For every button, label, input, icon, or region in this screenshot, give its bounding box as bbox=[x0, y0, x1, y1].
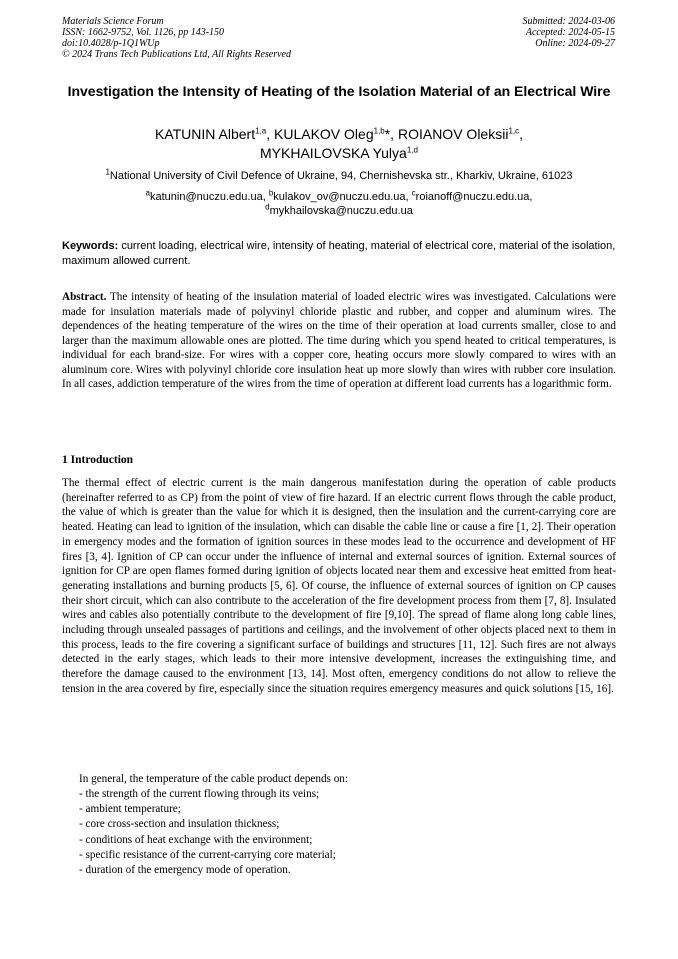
section-heading: 1 Introduction bbox=[62, 454, 134, 466]
email-link[interactable]: $^b$kulakov_ov@nuczu.edu.ua bbox=[268, 188, 406, 203]
affiliation: $^1$National University of Civil Defence of Ukraine, 94, Chernishevska str., Kharkiv, Ukraine, 61023 bbox=[105, 167, 573, 182]
author: MYKHAILOVSKA Yulya$^{1,d}$ bbox=[260, 145, 418, 161]
paper-title: Investigation the Intensity of Heating of the Isolation Material of an Electrical Wire bbox=[67, 83, 611, 99]
intro-paragraph: The thermal effect of electric current is the main dangerous manifestation during the operation of cable products (hereinafter referred to as CP) from the point of view of fire hazard. If an electric current flows through the cable product, the value of which is greater than the value for which it is designed, then the insulation and the current-carrying core are heated. Heating can lead to ignition of the insulation, which can disable the cable line or cause a fire [1, 2]. Their operation in emergency modes and the formation of ignition sources in these modes lead to the occurrence and development of HF fires [3, 4]. Ignition of CP can occur under the influence of internal and external sources of ignition. External sources of ignition for CP are open flames formed during ignition of objects located near them and excessive heat emitted from heat-generating installations and burning products [5, 6]. Of course, the influence of external sources of ignition on CP causes their short circuit, which can also contribute to the acceleration of the fire development process from them [7, 8]. Insulated wires and cables also potentially contribute to the development of fire [9,10]. The spread of flame along long cable lines, including through unsealed passages of partitions and ceilings, and the involvement of other objects placed next to them in this process, leads to the fire covering a significant surface of buildings and structures [11, 12]. Such fires are not always detected in the early stages, which leads to their more intensive development, increases the extinguishing time, and therefore the damage caused to the environment [13, 14]. Most often, emergency conditions do not allow to relieve the tension in the area covered by fire, especially since the situation requires emergency measures and quick solutions [15, 16]. bbox=[62, 477, 616, 695]
online-date: Online: 2024-09-27 bbox=[535, 38, 615, 49]
abstract bbox=[62, 290, 616, 392]
abstract-label: Abstract. bbox=[62, 291, 107, 303]
keywords bbox=[62, 239, 616, 268]
list-item: - duration of the emergency mode of operation. bbox=[79, 864, 291, 877]
journal-doi: doi:10.4028/p-1Q1WUp bbox=[62, 38, 160, 49]
list-item: - core cross-section and insulation thickness; bbox=[79, 818, 280, 831]
email-list: $^a$katunin@nuczu.edu.ua, $^b$kulakov_ov@nuczu.edu.ua, $^c$roianoff@nuczu.edu.ua, $^d$mykhailovska@nuczu.edu.ua bbox=[145, 188, 533, 217]
factor-list bbox=[79, 787, 336, 878]
copyright: © 2024 Trans Tech Publications Ltd, All Rights Reserved bbox=[62, 49, 291, 60]
journal-info bbox=[62, 16, 291, 60]
submitted-date: Submitted: 2024-03-06 bbox=[522, 16, 615, 27]
email-link[interactable]: $^d$mykhailovska@nuczu.edu.ua bbox=[265, 202, 413, 217]
email-link[interactable]: $^c$roianoff@nuczu.edu.ua bbox=[411, 188, 530, 203]
keywords-text: current loading, electrical wire, intensity of heating, material of electrical core, material of the isolation, maximum allowed current. bbox=[62, 240, 616, 267]
journal-name: Materials Science Forum bbox=[62, 16, 164, 27]
publication-dates bbox=[523, 16, 616, 49]
email-link[interactable]: $^a$katunin@nuczu.edu.ua bbox=[145, 188, 263, 203]
list-item: - conditions of heat exchange with the environment; bbox=[79, 833, 313, 846]
author: KULAKOV Oleg$^{1,b}$*, bbox=[274, 126, 398, 142]
author: KATUNIN Albert$^{1,a}$, bbox=[154, 126, 274, 142]
list-item: - specific resistance of the current-carrying core material; bbox=[79, 848, 336, 861]
list-item: - the strength of the current flowing through its veins; bbox=[79, 788, 320, 800]
intro-paragraph-2: In general, the temperature of the cable product depends on: bbox=[79, 773, 349, 785]
keywords-label: Keywords: bbox=[62, 240, 119, 252]
accepted-date: Accepted: 2024-05-15 bbox=[525, 27, 615, 38]
author-list bbox=[62, 125, 616, 163]
journal-issn: ISSN: 1662-9752, Vol. 1126, pp 143-150 bbox=[62, 27, 225, 38]
abstract-text: The intensity of heating of the insulation material of loaded electric wires was investigated. Calculations were made for insulation materials made of polyvinyl chloride plastic and rubber, and copper and aluminum wires. The dependences of the heating temperature of the wires on the time of their operation at load currents smaller, close to and larger than the maximum allowable ones are plotted. The time during which you spend heated to critical temperatures, is individual for each brand-size. For wires with a copper core, heating occurs more slowly compared to wires with an aluminum core. Wires with polyvinyl chloride core insulation heat up more slowly than wires with rubber core insulation. In all cases, addiction temperature of the wires from the time of operation at different load currents has a logarithmic form. bbox=[62, 291, 616, 391]
author: ROIANOV Oleksii$^{1,c}$, bbox=[397, 126, 523, 142]
list-item: - ambient temperature; bbox=[79, 803, 181, 816]
